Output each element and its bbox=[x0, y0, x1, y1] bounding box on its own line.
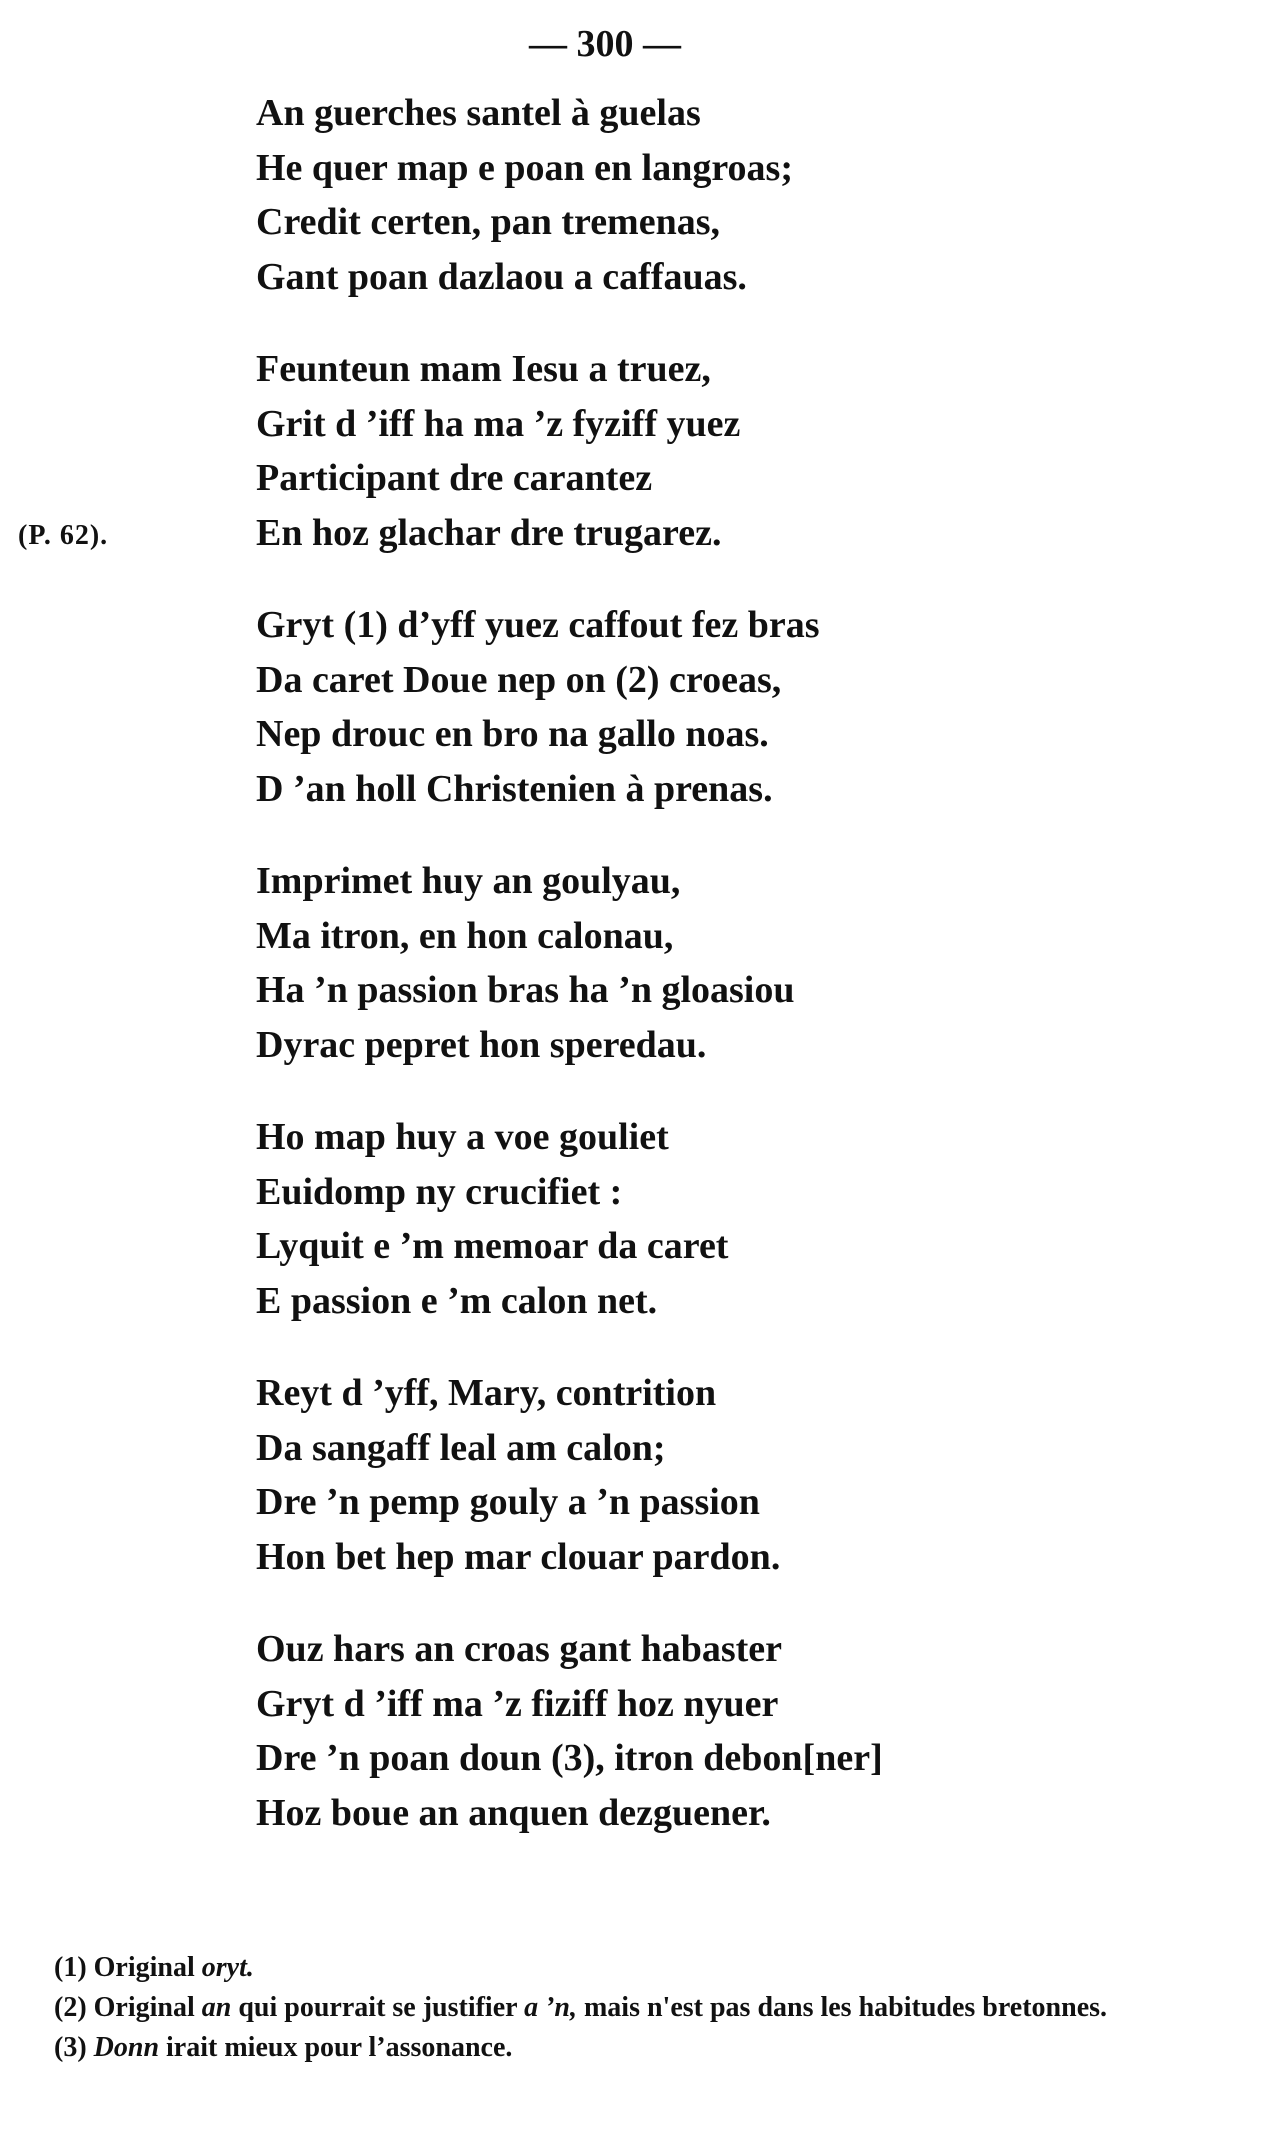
verse-line: An guerches santel à guelas bbox=[256, 92, 701, 134]
footnote-text: qui pourrait se justifier bbox=[238, 1992, 518, 2023]
stanza-7 bbox=[256, 1622, 1156, 1840]
footnote-italic: Donn bbox=[93, 2032, 160, 2063]
verse-line: Dyrac pepret hon speredau. bbox=[256, 1023, 707, 1066]
verse-line: Grit d ’iff ha ma ’z fyziff yuez bbox=[256, 402, 741, 445]
stanza-4 bbox=[256, 854, 1156, 1072]
verse-line: E passion e ’m calon net. bbox=[256, 1279, 658, 1322]
verse-line: Feunteun mam Iesu a truez, bbox=[256, 348, 711, 390]
stanza-2 bbox=[256, 342, 1156, 560]
verse-line: Da sangaff leal am calon; bbox=[256, 1426, 666, 1469]
margin-page-reference: (P. 62). bbox=[18, 520, 109, 551]
footnote-1 bbox=[24, 1948, 1244, 1988]
verse-line: Reyt d ’yff, Mary, contrition bbox=[256, 1372, 717, 1414]
footnotes bbox=[24, 1948, 1244, 2068]
stanza-3 bbox=[256, 598, 1156, 816]
verse-line: Hoz boue an anquen dezguener. bbox=[256, 1791, 771, 1834]
verse-line: Dre ’n pemp gouly a ’n passion bbox=[256, 1481, 760, 1523]
verse-line: Da caret Doue nep on (2) croeas, bbox=[256, 658, 782, 701]
footnote-number: (2) bbox=[54, 1992, 87, 2023]
footnote-3 bbox=[24, 2028, 1244, 2068]
footnote-text: irait mieux pour l’assonance. bbox=[166, 2032, 513, 2063]
verse-line: Nep drouc en bro na gallo noas. bbox=[256, 713, 769, 755]
stanza-6 bbox=[256, 1366, 1156, 1584]
stanza-5 bbox=[256, 1110, 1156, 1328]
stanza-1 bbox=[256, 86, 1156, 304]
footnote-2 bbox=[24, 1988, 1244, 2028]
verse-line: D ’an holl Christenien à prenas. bbox=[256, 767, 773, 810]
footnote-italic: an bbox=[201, 1992, 232, 2023]
verse-line: Gryt d ’iff ma ’z fiziff hoz nyuer bbox=[256, 1682, 779, 1725]
verse-line: Gryt (1) d’yff yuez caffout fez bras bbox=[256, 604, 820, 646]
verse-line: Ma itron, en hon calonau, bbox=[256, 914, 674, 957]
poem bbox=[256, 86, 1156, 1878]
footnote-text: mais n'est pas dans les habitudes bretonnes. bbox=[583, 1992, 1108, 2023]
footnote-text: Original bbox=[93, 1952, 195, 1983]
verse-line: He quer map e poan en langroas; bbox=[256, 146, 793, 189]
verse-line: Imprimet huy an goulyau, bbox=[256, 860, 681, 902]
verse-line: Dre ’n poan doun (3), itron debon[ner] bbox=[256, 1737, 883, 1779]
verse-line: Hon bet hep mar clouar pardon. bbox=[256, 1535, 781, 1578]
verse-line: Gant poan dazlaou a caffauas. bbox=[256, 255, 747, 298]
footnote-number: (3) bbox=[54, 2032, 87, 2063]
footnote-text: Original bbox=[93, 1992, 195, 2023]
verse-line: Ha ’n passion bras ha ’n gloasiou bbox=[256, 969, 795, 1011]
footnote-italic: a ’n, bbox=[524, 1992, 577, 2023]
verse-line: Credit certen, pan tremenas, bbox=[256, 201, 720, 243]
footnote-number: (1) bbox=[54, 1952, 87, 1983]
verse-line: Participant dre carantez bbox=[256, 457, 653, 499]
verse-line: En hoz glachar dre trugarez. bbox=[256, 511, 722, 554]
verse-line: Ho map huy a voe gouliet bbox=[256, 1116, 669, 1158]
verse-line: Ouz hars an croas gant habaster bbox=[256, 1628, 783, 1670]
verse-line: Lyquit e ’m memoar da caret bbox=[256, 1225, 729, 1267]
footnote-italic: oryt. bbox=[201, 1952, 254, 1983]
page-number: — 300 — bbox=[529, 23, 681, 65]
verse-line: Euidomp ny crucifiet : bbox=[256, 1170, 623, 1213]
